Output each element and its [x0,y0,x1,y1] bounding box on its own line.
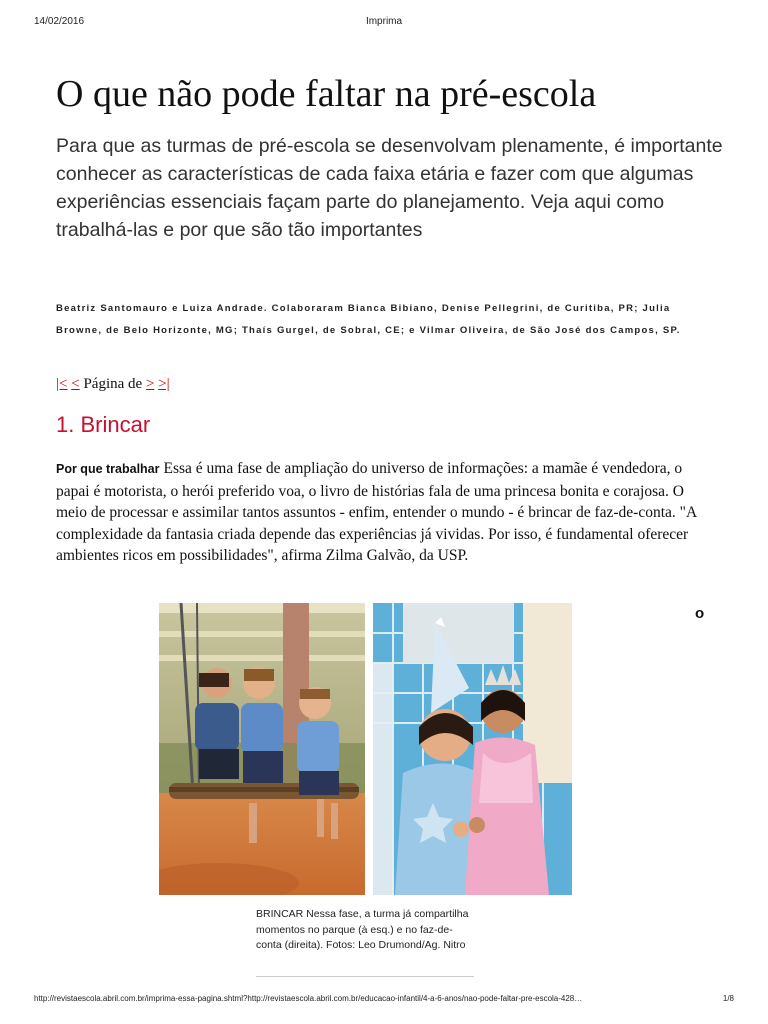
first-page-link[interactable]: |< [56,376,68,392]
caption-divider [256,976,474,977]
last-page-link[interactable]: >| [158,376,170,392]
photo-pretend-play-illustration [373,603,572,895]
print-page-title: Imprima [365,16,403,27]
section-body-text: Essa é uma fase de ampliação do universo de informações: a mamãe é vendedora, o papai é motorista, o herói preferido voa, o livro de histórias fala de uma princesa bonita e corajosa. O meio de processar e assimilar tantos assuntos - enfim, entender o mundo - é brincar de faz-de-conta. "A complexidade da fantasia criada depende das experiências já vividas. Por isso, é fundamental oferecer ambientes ricos em possibilidades", afirma Zilma Galvão, da USP. [56,460,697,564]
article-title: O que não pode faltar na pré-escola [56,73,597,115]
photo-pretend-play [373,603,572,895]
section-body [56,458,716,567]
next-page-link[interactable]: > [145,376,155,392]
section-kicker: Por que trabalhar [56,462,160,476]
photo-caption: BRINCAR Nessa fase, a turma já compartilha momentos no parque (à esq.) e no faz-de-conta (direita). Fotos: Leo Drumond/Ag. Nitro [256,908,469,951]
photo-playground [159,603,365,895]
print-url: http://revistaescola.abril.com.br/imprima-essa-pagina.shtml?http://revistaescola.abril.com.br/educacao-infantil/4-a-6-anos/nao-pode-faltar-pre-escola-428… [34,994,583,1003]
photo-playground-illustration [159,603,365,895]
print-page-number: 1/8 [722,994,734,1003]
stray-character: o [695,605,705,622]
page-label: Página de [83,376,143,392]
section-title: 1. Brincar [56,412,151,437]
pagination [56,376,170,393]
print-header [34,16,734,30]
article-authors: Beatriz Santomauro e Luiza Andrade. Colaboraram Bianca Bibiano, Denise Pellegrini, de Curitiba, PR; Julia Browne, de Belo Horizonte, MG; Thaís Gurgel, de Sobral, CE; e Vilmar Oliveira, de São José dos Campos, SP. [56,303,681,336]
print-date: 14/02/2016 [34,16,85,27]
article-lead: Para que as turmas de pré-escola se desenvolvam plenamente, é importante conhecer as características de cada faixa etária e fazer com que algumas experiências essenciais façam parte do planejamento. Veja aqui como trabalhá-las e por que são tão importantes [56,135,723,241]
prev-page-link[interactable]: < [71,376,80,392]
